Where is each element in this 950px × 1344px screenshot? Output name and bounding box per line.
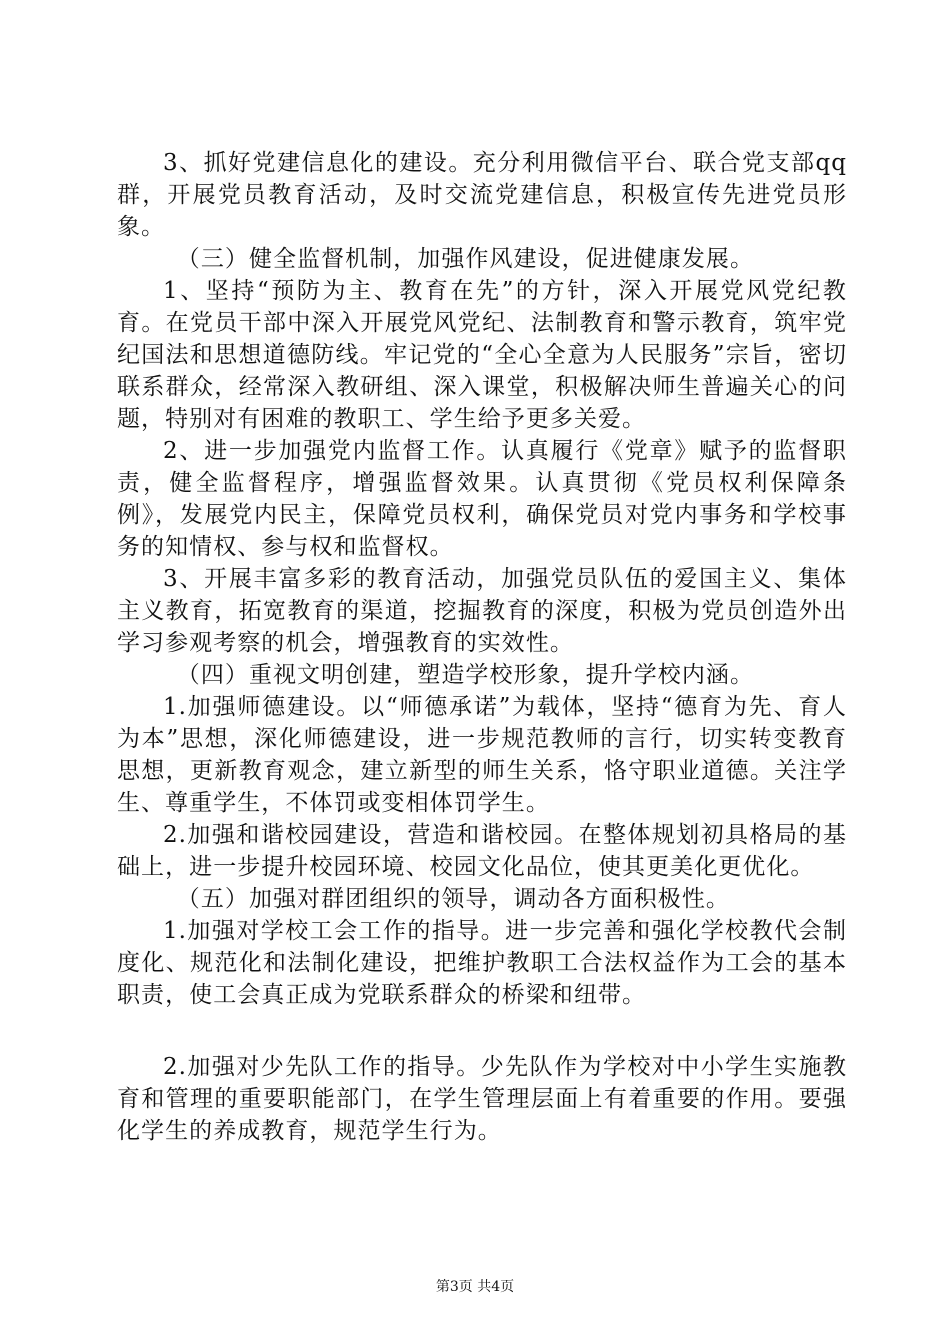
section-heading-civilization: （四）重视文明创建，塑造学校形象，提升学校内涵。 — [176, 662, 754, 688]
paragraph-teacher-ethics: 1.加强师德建设。以“师德承诺”为载体，坚持“德育为先、育人为本”思想，深化师德建设，进一步规范教师的言行，切实转变教育思想，更新教育观念，建立新型的师生关系，恪守职业道德。关注学生、尊重学生，不体罚或变相体罚学生。 — [117, 694, 847, 816]
paragraph-internal-supervision: 2、进一步加强党内监督工作。认真履行《党章》赋予的监督职责，健全监督程序，增强监督效果。认真贯彻《党员权利保障条例》，发展党内民主，保障党员权利，确保党员对党内事务和学校事务的知情权、参与权和监督权。 — [117, 438, 847, 560]
paragraph-education-activities: 3、开展丰富多彩的教育活动，加强党员队伍的爱国主义、集体主义教育，拓宽教育的渠道，挖掘教育的深度，积极为党员创造外出学习参观考察的机会，增强教育的实效性。 — [117, 566, 847, 656]
document-body — [117, 147, 847, 1147]
paragraph-informatization: 3、抓好党建信息化的建设。充分利用微信平台、联合党支部qq群，开展党员教育活动，及时交流党建信息，积极宣传先进党员形象。 — [117, 150, 847, 240]
section-heading-mass-organizations: （五）加强对群团组织的领导，调动各方面积极性。 — [176, 886, 730, 912]
section-heading-supervision: （三）健全监督机制，加强作风建设，促进健康发展。 — [176, 246, 754, 272]
paragraph-harmonious-campus: 2.加强和谐校园建设，营造和谐校园。在整体规划初具格局的基础上，进一步提升校园环境、校园文化品位，使其更美化更优化。 — [117, 822, 847, 880]
paragraph-trade-union: 1.加强对学校工会工作的指导。进一步完善和强化学校教代会制度化、规范化和法制化建设，把维护教职工合法权益作为工会的基本职责，使工会真正成为党联系群众的桥梁和纽带。 — [117, 918, 847, 1008]
page-number-footer: 第3页 共4页 — [435, 1279, 515, 1295]
paragraph-prevention-first: 1、坚持“预防为主、教育在先”的方针，深入开展党风党纪教育。在党员干部中深入开展党风党纪、法制教育和警示教育，筑牢党纪国法和思想道德防线。牢记党的“全心全意为人民服务”宗旨，密切联系群众，经常深入教研组、深入课堂，积极解决师生普遍关心的问题，特别对有困难的教职工、学生给予更多关爱。 — [117, 278, 847, 432]
paragraph-young-pioneers: 2.加强对少先队工作的指导。少先队作为学校对中小学生实施教育和管理的重要职能部门，在学生管理层面上有着重要的作用。要强化学生的养成教育，规范学生行为。 — [117, 1054, 847, 1144]
